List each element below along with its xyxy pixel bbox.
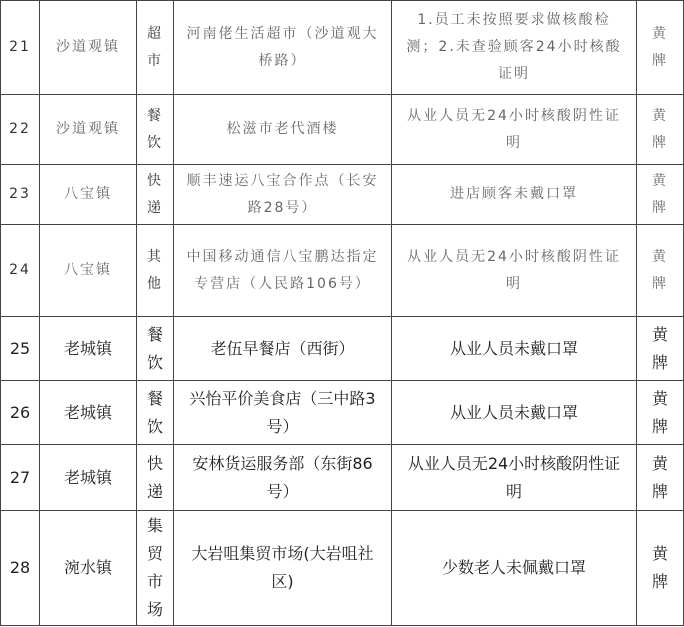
row-number: 27 (1, 445, 40, 511)
issue-cell: 从业人员未戴口罩 (392, 381, 637, 445)
issue-cell: 从业人员无24小时核酸阴性证明 (392, 95, 637, 165)
row-number: 25 (1, 317, 40, 381)
business-name-cell: 老伍早餐店（西街） (174, 317, 392, 381)
business-name-cell: 兴怡平价美食店（三中路3号） (174, 381, 392, 445)
result-cell: 黄牌 (637, 445, 684, 511)
result-cell: 黄牌 (637, 95, 684, 165)
type-cell: 餐饮 (137, 95, 174, 165)
row-number: 21 (1, 1, 40, 95)
result-cell: 黄牌 (637, 225, 684, 317)
type-cell: 快递 (137, 445, 174, 511)
issue-cell: 从业人员无24小时核酸阴性证明 (392, 225, 637, 317)
town-cell: 老城镇 (40, 317, 137, 381)
table-row (1, 1, 684, 95)
town-cell: 沙道观镇 (40, 1, 137, 95)
town-cell: 涴水镇 (40, 511, 137, 626)
issue-cell: 从业人员未戴口罩 (392, 317, 637, 381)
town-cell: 老城镇 (40, 381, 137, 445)
town-cell: 八宝镇 (40, 225, 137, 317)
business-name-cell: 安林货运服务部（东街86号） (174, 445, 392, 511)
table-row (1, 445, 684, 511)
business-name-cell: 顺丰速运八宝合作点（长安路28号） (174, 165, 392, 225)
row-number: 26 (1, 381, 40, 445)
type-cell: 集贸市场 (137, 511, 174, 626)
type-cell: 快递 (137, 165, 174, 225)
table-row (1, 381, 684, 445)
business-name-cell: 大岩咀集贸市场(大岩咀社区) (174, 511, 392, 626)
type-cell: 餐饮 (137, 317, 174, 381)
result-cell: 黄牌 (637, 165, 684, 225)
row-number: 28 (1, 511, 40, 626)
result-cell: 黄牌 (637, 1, 684, 95)
issue-cell: 从业人员无24小时核酸阴性证明 (392, 445, 637, 511)
table-row (1, 225, 684, 317)
type-cell: 餐饮 (137, 381, 174, 445)
issue-cell: 1.员工未按照要求做核酸检测；2.未查验顾客24小时核酸证明 (392, 1, 637, 95)
business-name-cell: 河南佬生活超市（沙道观大桥路） (174, 1, 392, 95)
result-cell: 黄牌 (637, 381, 684, 445)
type-cell: 超市 (137, 1, 174, 95)
business-name-cell: 松滋市老代酒楼 (174, 95, 392, 165)
town-cell: 八宝镇 (40, 165, 137, 225)
row-number: 24 (1, 225, 40, 317)
issue-cell: 少数老人未佩戴口罩 (392, 511, 637, 626)
town-cell: 沙道观镇 (40, 95, 137, 165)
business-name-cell: 中国移动通信八宝鹏达指定专营店（人民路106号） (174, 225, 392, 317)
table-row (1, 317, 684, 381)
result-cell: 黄牌 (637, 511, 684, 626)
table-row (1, 165, 684, 225)
row-number: 22 (1, 95, 40, 165)
type-cell: 其他 (137, 225, 174, 317)
issue-cell: 进店顾客未戴口罩 (392, 165, 637, 225)
town-cell: 老城镇 (40, 445, 137, 511)
result-cell: 黄牌 (637, 317, 684, 381)
table-row (1, 511, 684, 626)
row-number: 23 (1, 165, 40, 225)
table-row (1, 95, 684, 165)
